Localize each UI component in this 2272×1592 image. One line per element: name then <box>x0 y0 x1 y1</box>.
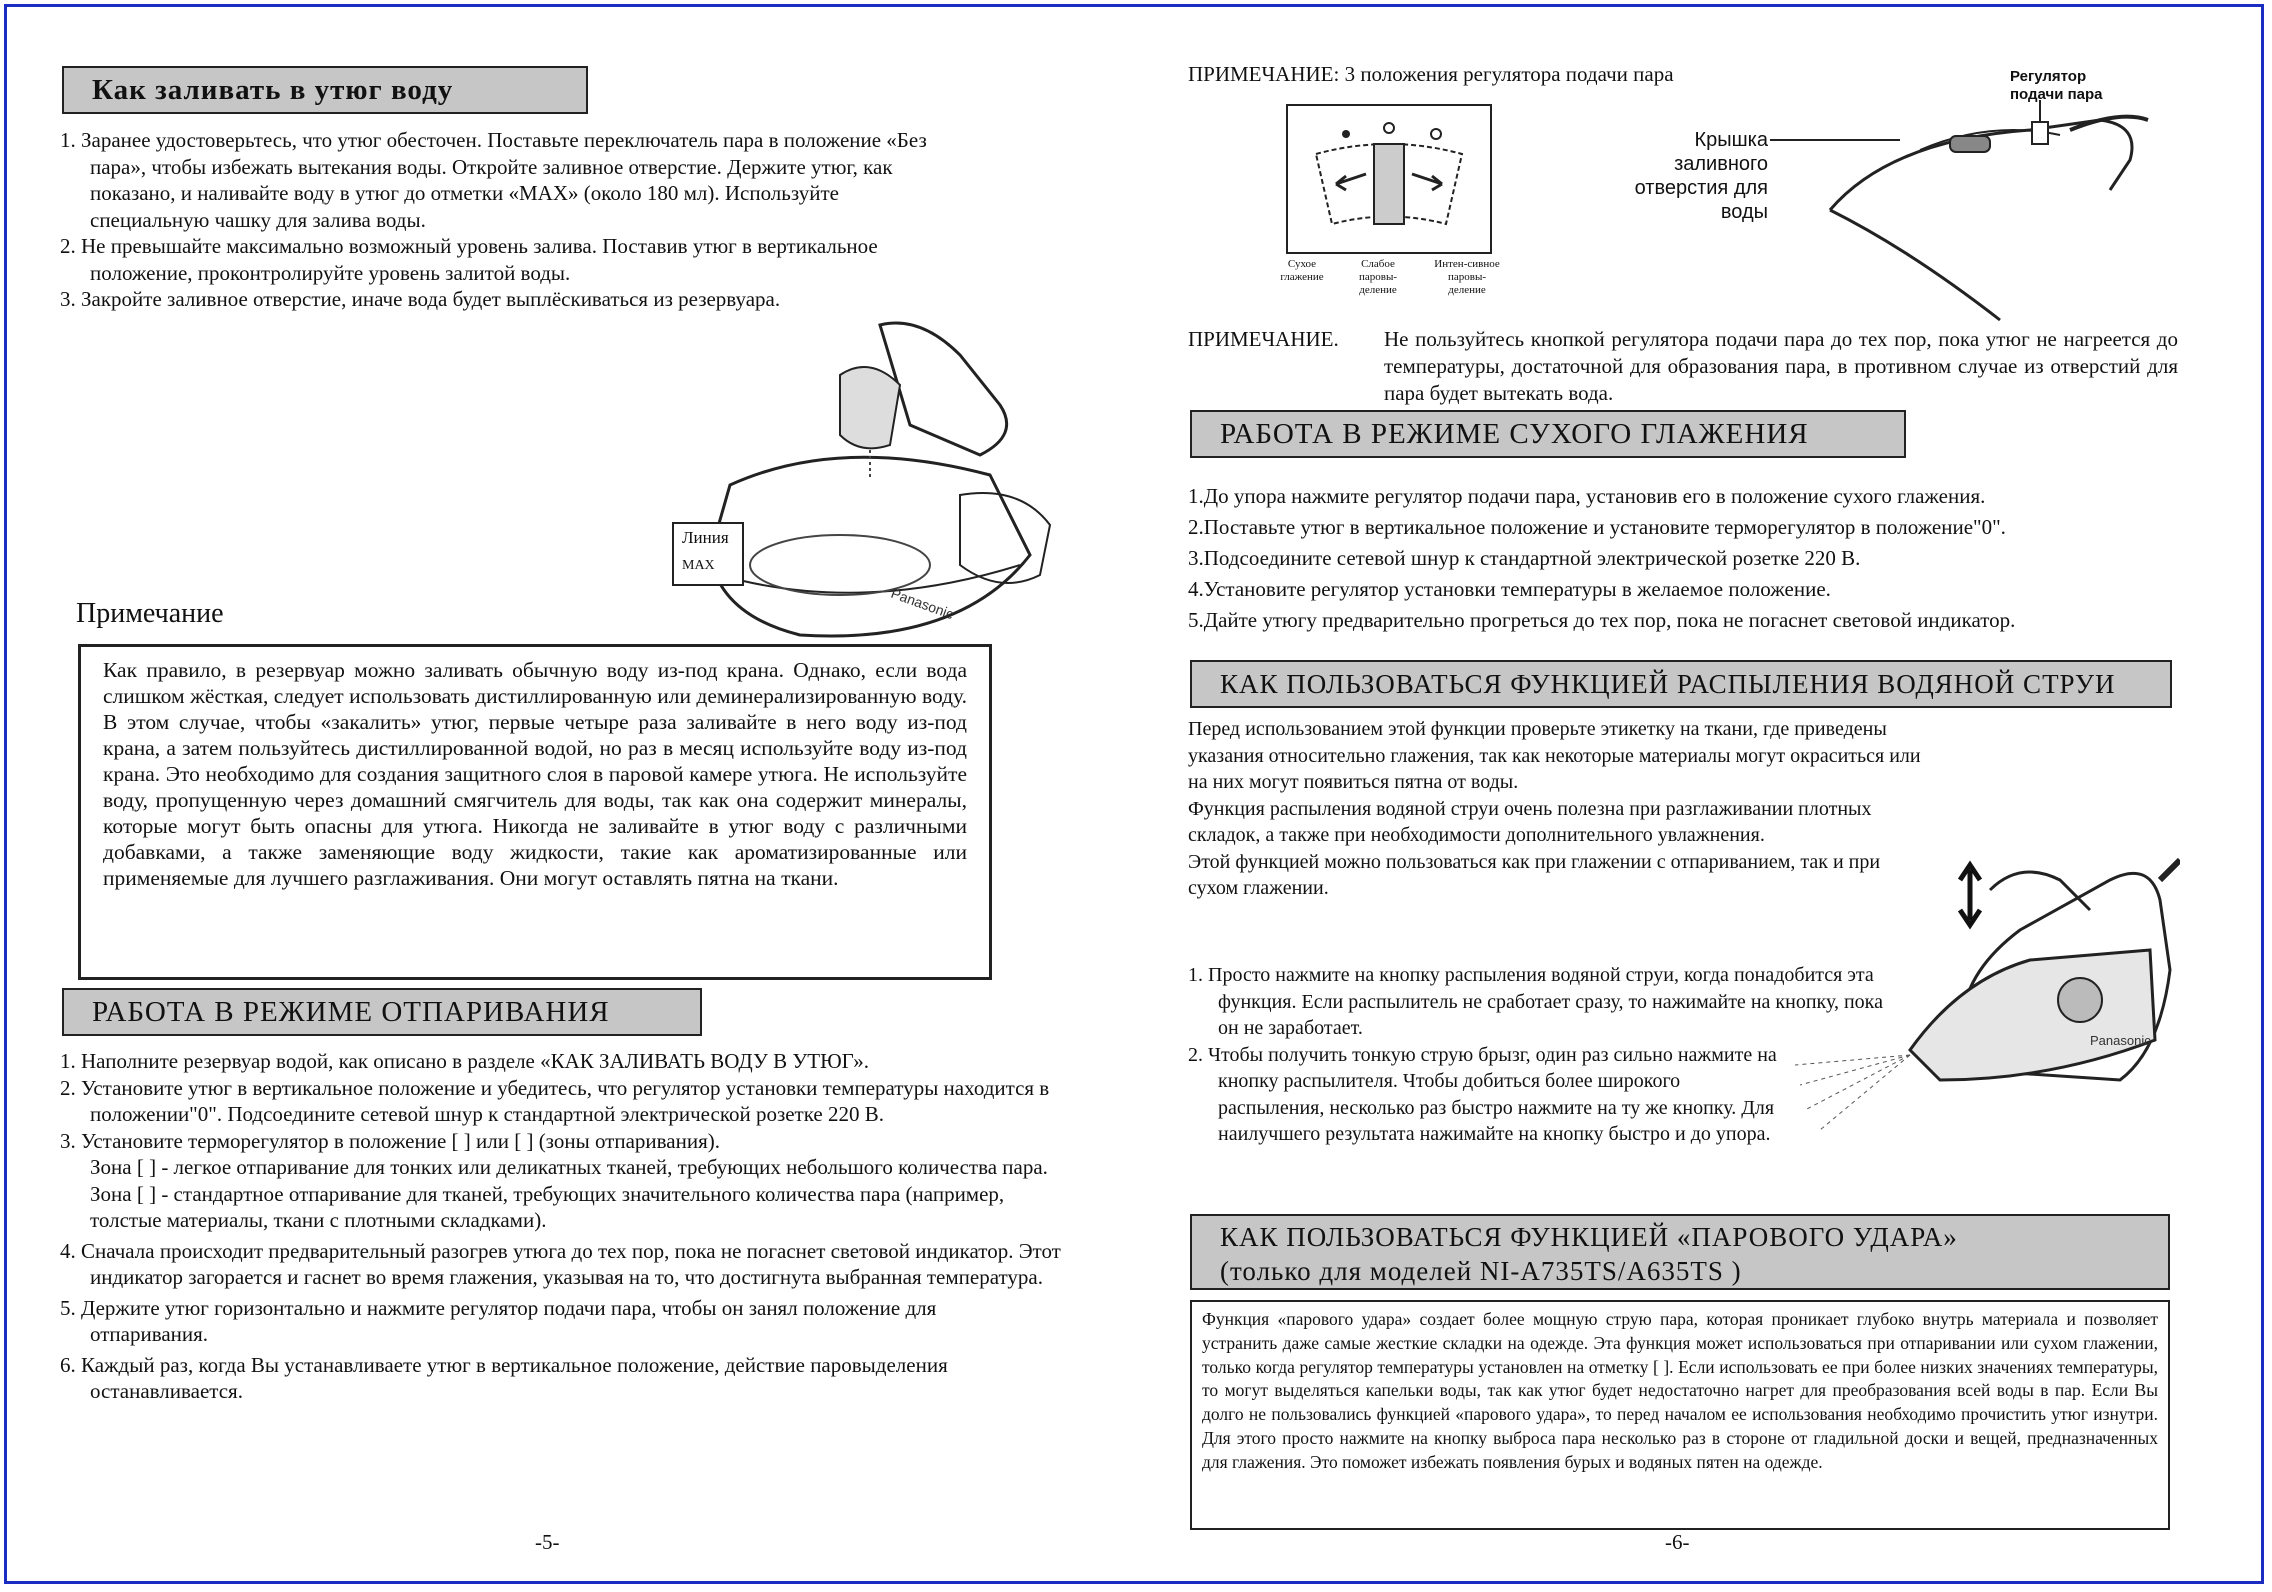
dial-label-low: Слабое паровы-деление <box>1358 258 1398 296</box>
shot-text: Функция «парового удара» создает более мощную струю пара, которая проникает глубоко внутрь материала и позволяет устранить даже самые жесткие складки на одежде. Эта функция может использоваться при отпаривании или сухом глажении, только когда регулятор температуры установлен на отметку [ ]. Если использовать ее при более низких значениях температуры, то могут выделяться капельки воды, так как утюг будет недостаточно нагрет для преобразования всей воды в пар. Если Вы долго не пользовались функцией «парового удара», то перед началом ее использования необходимо прочистить утюг изнутри. Для этого просто нажмите на кнопку выброса пара несколько раз в стороне от гладильной доски и вещей, предназначенных для глажения. Это поможет избежать появления бурых и водяных пятен на одежде. <box>1202 1309 2158 1472</box>
dry-step-2: 2.Поставьте утюг в вертикальное положение и установите терморегулятор в положение"0". <box>1188 515 2006 539</box>
spray-header: КАК ПОЛЬЗОВАТЬСЯ ФУНКЦИЕЙ РАСПЫЛЕНИЯ ВОДЯНОЙ СТРУИ <box>1190 660 2172 708</box>
steam-steps <box>60 1048 1064 1405</box>
spray-intro-3: Этой функцией можно пользоваться как при глажении с отпариванием, так и при сухом глажении. <box>1188 850 1881 899</box>
note-box <box>78 644 992 980</box>
spray-step-2: 2. Чтобы получить тонкую струю брызг, один раз сильно нажмите на кнопку распылителя. Чтобы добиться более широкого распыления, несколько раз быстро нажмите на ту же кнопку. Для наилучшего результата нажимайте на кнопку быстро и до упора. <box>1188 1043 1777 1145</box>
note-2 <box>1188 326 2178 407</box>
fill-water-steps <box>60 127 927 313</box>
dial-label-dry: Сухое глажение <box>1280 258 1324 283</box>
steam-step-5: 5. Держите утюг горизонтально и нажмите регулятор подачи пара, чтобы он занял положение для отпаривания. <box>60 1295 937 1346</box>
dial-icon <box>1296 114 1482 244</box>
shot-header-line-1: КАК ПОЛЬЗОВАТЬСЯ ФУНКЦИЕЙ «ПАРОВОГО УДАРА» <box>1220 1222 1958 1252</box>
dry-step-4: 4.Установите регулятор установки температуры в желаемое положение. <box>1188 577 1831 601</box>
spray-intro-2: Функция распыления водяной струи очень полезна при разглаживании плотных складок, а также при необходимости дополнительного увлажнения. <box>1188 797 1872 846</box>
steam-step-1: 1. Наполните резервуар водой, как описано в разделе «КАК ЗАЛИВАТЬ ВОДУ В УТЮГ». <box>60 1049 870 1073</box>
dry-step-3: 3.Подсоедините сетевой шнур к стандартной электрической розетке 220 В. <box>1188 546 1861 570</box>
steam-ironing-header: РАБОТА В РЕЖИМЕ ОТПАРИВАНИЯ <box>62 988 702 1036</box>
fill-water-header: Как заливать в утюг воду <box>62 66 588 114</box>
dry-step-5: 5.Дайте утюгу предварительно прогреться до тех пор, пока не погаснет световой индикатор. <box>1188 608 2016 632</box>
note-steam-positions: ПРИМЕЧАНИЕ: 3 положения регулятора подачи пара <box>1188 62 1674 86</box>
fill-step-1: 1. Заранее удостоверьтесь, что утюг обесточен. Поставьте переключатель пара в положение «Без пара», чтобы избежать вытекания воды. Откройте заливное отверстие. Держите утюг, как показано, и наливайте воду в утюг до отметки «MAX» (около 180 мл). Используйте специальную чашку для залива воды. <box>60 128 927 232</box>
dry-ironing-header: РАБОТА В РЕЖИМЕ СУХОГО ГЛАЖЕНИЯ <box>1190 410 1906 458</box>
max-line-label: Линия MAX <box>672 522 744 586</box>
spray-brand-text: Panasonic <box>2090 1033 2151 1048</box>
regulator-label: Регулятор подачи пара <box>2010 68 2103 103</box>
page-number-6: -6- <box>1665 1530 1690 1554</box>
note-text: Как правило, в резервуар можно заливать обычную воду из-под крана. Однако, если вода слишком жёсткая, следует использовать дистиллированную или деминерализированную воду. В этом случае, чтобы «закалить» утюг, первые четыре раза заливайте в него воду из-под крана, а затем пользуйтесь дистиллированной водой, но раз в месяц используйте воду из-под крана. Это необходимо для создания защитного слоя в паровой камере утюга. Не используйте воду, пропущенную через домашний смягчитель для воды, так как она содержит минералы, которые могут быть опасны для утюга. Никогда не заливайте в утюг воду с различными добавками, а также заменяющие воду жидкости, такие как ароматизированные или применяемые для лучшего разглаживания. Они могут оставлять пятна на ткани. <box>103 658 967 890</box>
spray-steps <box>1188 962 1884 1148</box>
shot-header <box>1190 1214 2170 1290</box>
fill-step-2: 2. Не превышайте максимально возможный уровень залива. Поставив утюг в вертикальное положение, проконтролируйте уровень залитой воды. <box>60 234 878 285</box>
spray-intro-1: Перед использованием этой функции проверьте этикетку на ткани, где приведены указания относительно глажения, так как некоторые материалы могут окраситься или на них могут появиться пятна от воды. <box>1188 718 1921 793</box>
cap-label: Крышка заливного отверстия для воды <box>1634 129 1768 223</box>
zone-2: Зона [ ] - стандартное отпаривание для тканей, требующих значительного количества пара (например, толстые материалы, ткани с плотными складками). <box>90 1181 1005 1232</box>
steam-step-4: 4. Сначала происходит предварительный разогрев утюга до тех пор, пока не погаснет световой индикатор. Этот индикатор загорается и гаснет во время глажения, указывая на то, что достигнута выбранная температура. <box>60 1238 1061 1289</box>
steam-step-3: 3. Установите терморегулятор в положение [ ] или [ ] (зоны отпаривания). <box>60 1128 720 1153</box>
brand-text: Panasonic <box>888 584 956 623</box>
iron-spray-illustration <box>1790 840 2180 1140</box>
dry-step-1: 1.До упора нажмите регулятор подачи пара, установив его в положение сухого глажения. <box>1188 484 1986 508</box>
dry-steps <box>1188 481 2188 636</box>
shot-box <box>1190 1300 2170 1530</box>
fill-step-3: 3. Закройте заливное отверстие, иначе вода будет выплёскиваться из резервуара. <box>60 287 781 311</box>
iron-top-illustration <box>1770 100 2150 330</box>
dial-label-high: Интен-сивное паровы-деление <box>1434 258 1500 296</box>
note-title: Примечание <box>76 598 224 629</box>
steam-step-6: 6. Каждый раз, когда Вы устанавливаете утюг в вертикальное положение, действие паровыделения останавливается. <box>60 1352 948 1403</box>
page-number-5: -5- <box>535 1530 560 1554</box>
iron-filling-illustration <box>660 315 1060 645</box>
steam-dial-diagram <box>1286 104 1492 254</box>
note-2-label: ПРИМЕЧАНИЕ. <box>1188 327 1339 351</box>
steam-step-2: 2. Установите утюг в вертикальное положение и убедитесь, что регулятор установки температуры находится в положении"0". Подсоедините сетевой шнур к стандартной электрической розетке 220 В. <box>60 1075 1050 1126</box>
spray-step-1: 1. Просто нажмите на кнопку распыления водяной струи, когда понадобится эта функция. Если распылитель не сработает сразу, то нажимайте на кнопку, пока он не заработает. <box>1188 964 1883 1039</box>
shot-header-line-2: (только для моделей NI-A735TS/A635TS ) <box>1220 1256 1742 1286</box>
note-2-text: Не пользуйтесь кнопкой регулятора подачи пара до тех пор, пока утюг не нагреется до температуры, достаточной для образования пара, в противном случае из отверстий для пара будет вытекать вода. <box>1384 327 2178 405</box>
zone-1: Зона [ ] - легкое отпаривание для тонких или деликатных тканей, требующих небольшого количества пара. <box>90 1155 1048 1179</box>
